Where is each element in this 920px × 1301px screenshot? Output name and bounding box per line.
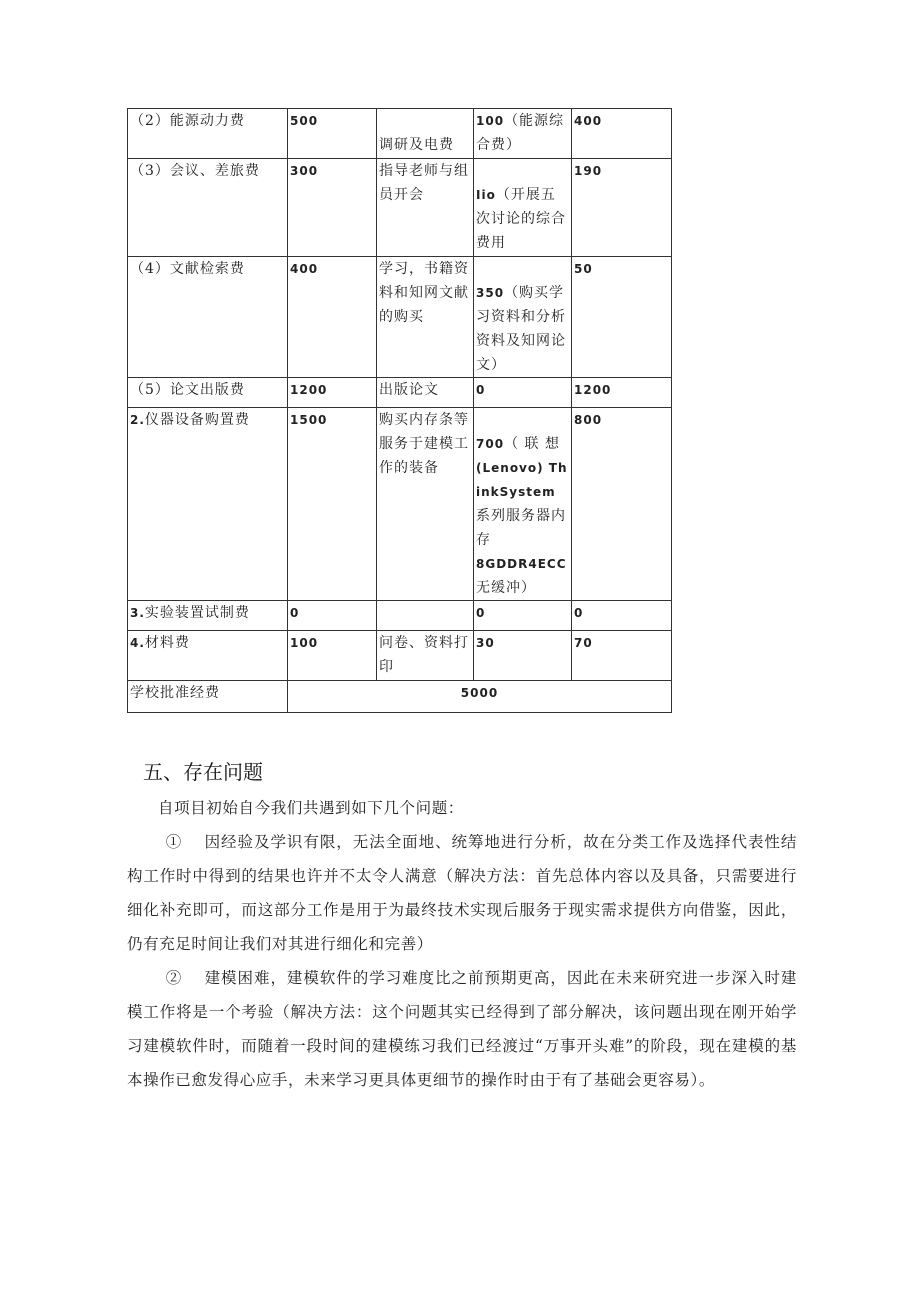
desc-cell: 购买内存条等服务于建模工作的装备 [377,408,474,601]
remaining-cell: 400 [572,109,672,159]
item-label: 材料费 [144,635,190,651]
item-number: 4. [130,636,145,650]
item-label: （4）文献检索费 [130,261,245,277]
section-title: 五、存在问题 [143,760,263,784]
desc-cell [377,109,474,159]
approved-label: 学校批准经费 [128,681,288,713]
budget-cell: 500 [288,109,377,159]
spent-note: （开展五次讨论的综合费用 [476,187,566,251]
item-cell [128,408,288,601]
spent-cell [474,159,572,257]
desc-cell: 出版论文 [377,378,474,408]
spent-note: 8GDDR4ECC [476,557,567,571]
remaining-cell: 800 [572,408,672,601]
spent-value: Iio [476,188,496,202]
spent-note: 系列服务器内存 [476,508,566,548]
item-label: 实验装置试制费 [144,605,250,621]
table-row [128,408,672,601]
item-label: 仪器设备购置费 [144,412,250,428]
desc-cell: 问卷、资料打印 [377,631,474,681]
approved-value: 5000 [288,681,672,713]
problem-text: 因经验及学识有限，无法全面地、统筹地进行分析，故在分类工作及选择代表性结构工作时中得到的结果也许并不太令人满意（解决方法：首先总体内容以及具备，只需要进行细化补充即可，而这部分工作是用于为最终技术实现后服务于现实需求提供方向借鉴，因此，仍有充足时间让我们对其进行细化和完善） [127,833,797,953]
spent-cell [474,109,572,159]
problem-item [127,825,797,961]
item-marker: ① [165,833,183,851]
item-number: 2. [130,413,145,427]
spent-note: (Lenovo) ThinkSystem [476,461,568,499]
desc-cell: 学习，书籍资料和知网文献的购买 [377,257,474,378]
item-label: （5）论文出版费 [130,382,245,398]
budget-cell: 0 [288,601,377,631]
budget-cell: 300 [288,159,377,257]
spent-cell: 0 [474,378,572,408]
item-cell [128,631,288,681]
item-marker: ② [165,969,183,987]
spent-value: 700 [476,437,505,451]
budget-cell: 1500 [288,408,377,601]
budget-cell: 100 [288,631,377,681]
remaining-cell: 1200 [572,378,672,408]
section-body [127,791,797,1097]
spent-note: （购买学习资料和分析资料及知网论文） [476,285,566,373]
table-row [128,631,672,681]
remaining-cell: 70 [572,631,672,681]
remaining-cell: 0 [572,601,672,631]
spent-value: 350 [476,286,505,300]
spent-cell [474,408,572,601]
table-row [128,159,672,257]
remaining-cell: 190 [572,159,672,257]
spent-note: 无缓冲） [476,580,536,596]
spent-value: 100 [476,114,505,128]
spent-cell: 30 [474,631,572,681]
table-row [128,378,672,408]
budget-cell: 400 [288,257,377,378]
table-row [128,257,672,378]
item-label: （2）能源动力费 [130,113,245,129]
item-cell [128,601,288,631]
intro-paragraph: 自项目初始自今我们共遇到如下几个问题： [158,799,464,817]
remaining-cell: 50 [572,257,672,378]
item-cell [128,109,288,159]
desc-cell [377,601,474,631]
table-row [128,601,672,631]
table-row [128,109,672,159]
item-cell [128,159,288,257]
table-row-approved [128,681,672,713]
item-cell [128,378,288,408]
item-cell [128,257,288,378]
spent-cell: 0 [474,601,572,631]
budget-cell: 1200 [288,378,377,408]
spent-note: （能源综合费） [476,113,565,153]
spent-cell [474,257,572,378]
item-label: （3）会议、差旅费 [130,163,260,179]
item-number: 3. [130,606,145,620]
budget-table [127,108,672,713]
problem-item [127,961,797,1097]
problem-text: 建模困难，建模软件的学习难度比之前预期更高，因此在未来研究进一步深入时建模工作将是一个考验（解决方法：这个问题其实已经得到了部分解决，该问题出现在刚开始学习建模软件时，而随着一段时间的建模练习我们已经渡过“万事开头难”的阶段，现在建模的基本操作已愈发得心应手，未来学习更具体更细节的操作时由于有了基础会更容易）。 [127,969,797,1089]
desc-cell: 指导老师与组员开会 [377,159,474,257]
desc-text: 调研及电费 [379,137,454,153]
spent-note: （ 联 想 [504,436,560,452]
